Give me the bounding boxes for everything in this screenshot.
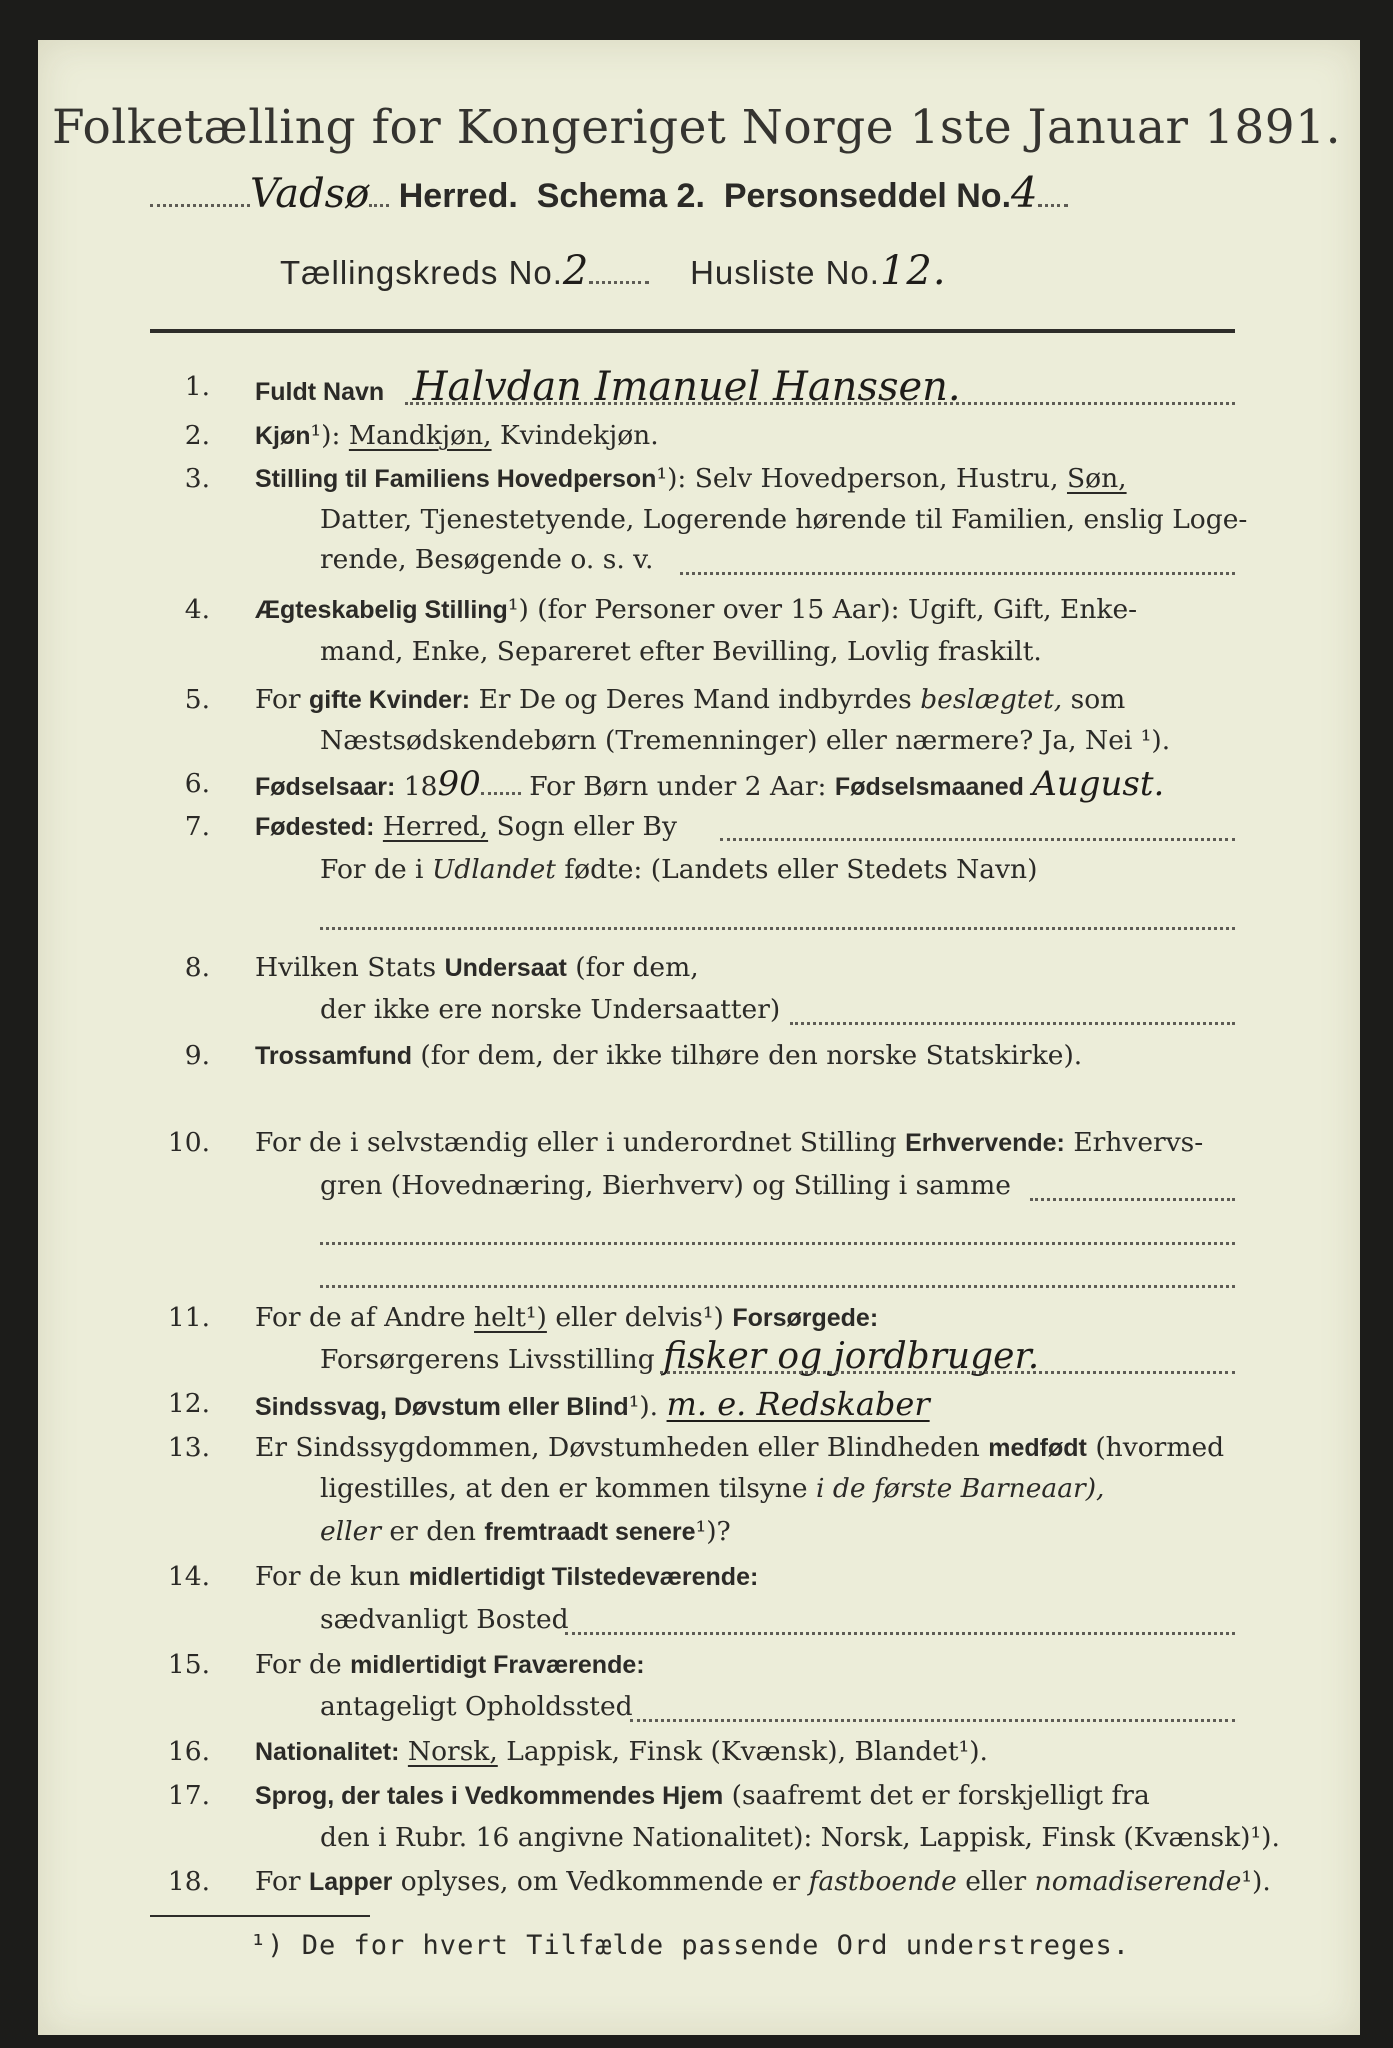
field-5-text-2: Næstsødskendebørn (Tremenninger) eller nærmere? Ja, Nei ¹).	[320, 725, 1171, 756]
marital-options-cont: mand, Enke, Separeret efter Bevilling, Lovlig fraskilt.	[320, 636, 1042, 667]
provider-label: Forsørgerens Livsstilling	[320, 1344, 655, 1375]
field-5-italic: beslægtet,	[920, 684, 1063, 715]
abroad-dotted-line	[320, 925, 1235, 930]
header-line-kreds	[280, 248, 1180, 308]
field-18-italic-1: fastboende	[808, 1866, 957, 1897]
field-15-label: midlertidigt Fraværende:	[350, 1651, 645, 1679]
field-number: 2.	[184, 420, 210, 451]
field-13-label: medfødt	[988, 1434, 1087, 1462]
personseddel-label: Personseddel No.	[723, 177, 1012, 215]
field-number: 17.	[167, 1780, 210, 1811]
field-16-label: Nationalitet:	[255, 1738, 400, 1766]
birth-month-label: Fødselsmaaned	[834, 773, 1024, 801]
occupation-dotted-line	[1030, 1196, 1235, 1201]
nationality-options: Lappisk, Finsk (Kvænsk), Blandet¹).	[506, 1736, 988, 1767]
header-divider	[150, 329, 1235, 333]
herred-label: Herred.	[398, 177, 518, 215]
field-13-label-2: fremtraadt senere	[484, 1518, 696, 1546]
full-name-value: Halvdan Imanuel Hanssen.	[412, 364, 961, 410]
field-17-label: Sprog, der tales i Vedkommendes Hjem	[255, 1782, 724, 1810]
field-15-pre: For de	[255, 1649, 342, 1680]
whereabouts-label: antageligt Opholdssted	[320, 1691, 633, 1722]
field-number: 3.	[184, 463, 210, 494]
residence-dotted-line	[565, 1630, 1235, 1635]
husliste-value: 12.	[879, 248, 947, 294]
field-number: 9.	[184, 1040, 210, 1071]
field-18-pre: For	[255, 1866, 301, 1897]
field-11-row-2	[150, 1337, 1240, 1387]
occupation-dotted-line-3	[320, 1283, 1235, 1288]
field-number: 15.	[167, 1649, 210, 1680]
field-6-mid: For Børn under 2 Aar:	[529, 771, 827, 802]
field-13-text: Er Sindssygdommen, Døvstumheden eller Blindheden	[255, 1432, 980, 1463]
relation-options: Selv Hovedperson, Hustru,	[694, 463, 1059, 494]
footnote-ref: ¹)?	[695, 1516, 731, 1547]
field-13-italic: i de første Barneaar),	[815, 1473, 1105, 1504]
field-5-label: gifte Kvinder:	[309, 686, 471, 714]
relation-options-end: rende, Besøgende o. s. v.	[320, 544, 654, 575]
field-9-label: Trossamfund	[255, 1042, 412, 1070]
field-13-italic-2: eller	[320, 1516, 381, 1547]
field-number: 8.	[184, 952, 210, 983]
field-number: 6.	[184, 768, 210, 799]
field-6-label: Fødselsaar:	[255, 773, 396, 801]
nationality-selected: Norsk,	[407, 1736, 498, 1767]
field-12-row	[150, 1384, 1240, 1430]
provider-dotted-line	[660, 1369, 1235, 1374]
supported-selected: helt¹)	[474, 1302, 547, 1333]
field-number: 10.	[167, 1127, 210, 1158]
header-line-herred	[150, 168, 1250, 228]
field-18-italic-2: nomadiserende	[1034, 1866, 1242, 1897]
whereabouts-dotted-line	[630, 1717, 1235, 1722]
field-14-label: midlertidigt Tilstedeværende:	[408, 1563, 759, 1591]
footnote-ref: ¹):	[656, 463, 687, 494]
field-number: 1.	[184, 371, 210, 402]
disability-value: m. e. Redskaber	[666, 1385, 930, 1423]
field-17-text: (saafremt det er forskjelligt fra	[731, 1780, 1150, 1811]
field-11-label: Forsørgede:	[732, 1304, 879, 1332]
field-number: 5.	[184, 684, 210, 715]
field-11-pre: For de af Andre	[255, 1302, 466, 1333]
kreds-label: Tællingskreds No.	[280, 254, 563, 291]
husliste-label: Husliste No.	[690, 254, 880, 291]
birthplace-dotted-line	[720, 836, 1235, 841]
field-8-label: Undersaat	[444, 954, 567, 982]
footnote-ref: ¹).	[628, 1391, 659, 1422]
form-title: Folketælling for Kongeriget Norge 1ste Januar 1891.	[51, 100, 1342, 155]
field-number: 11.	[167, 1302, 210, 1333]
field-18-label: Lapper	[309, 1868, 393, 1896]
footnote-ref: ¹).	[1241, 1866, 1271, 1897]
footnote-text: ¹) De for hvert Tilfælde passende Ord understreges.	[250, 1930, 1131, 1961]
field-14-pre: For de kun	[255, 1561, 401, 1592]
field-17-text-2: den i Rubr. 16 angivne Nationalitet): Norsk, Lappisk, Finsk (Kvænsk)¹).	[320, 1822, 1280, 1853]
field-2-label: Kjøn	[255, 422, 311, 450]
field-13-text-b: (hvormed	[1095, 1432, 1225, 1463]
field-number: 13.	[167, 1432, 210, 1463]
field-9-text: (for dem, der ikke tilhøre den norske Statskirke).	[420, 1040, 1083, 1071]
sex-option-male: Mandkjøn,	[348, 420, 492, 451]
field-13-text-2: ligestilles, at den er kommen tilsyne	[320, 1473, 808, 1504]
usual-residence-label: sædvanligt Bosted	[320, 1604, 569, 1635]
field-10-label: Erhvervende:	[905, 1129, 1065, 1157]
field-10-text: For de i selvstændig eller i underordnet Stilling	[255, 1127, 897, 1158]
relation-options-cont: Datter, Tjenestetyende, Logerende hørende til Familien, enslig Loge-	[320, 504, 1248, 535]
kreds-value: 2	[562, 248, 590, 294]
relation-dotted-line	[680, 570, 1235, 575]
field-number: 4.	[184, 594, 210, 625]
provider-occupation-value: fisker og jordbruger.	[663, 1336, 1040, 1377]
field-8-text-2: der ikke ere norske Undersaatter)	[320, 994, 781, 1025]
field-number: 7.	[184, 811, 210, 842]
field-1-label: Fuldt Navn	[255, 378, 385, 406]
field-5-text: Er De og Deres Mand indbyrdes	[478, 684, 912, 715]
field-11-mid: eller delvis¹)	[555, 1302, 724, 1333]
relation-selected: Søn,	[1066, 463, 1127, 494]
birth-year-value: 90	[437, 764, 481, 804]
field-3-label: Stilling til Familiens Hovedperson	[255, 465, 657, 493]
occupation-dotted-line-2	[320, 1240, 1235, 1245]
abroad-text-a: For de i	[320, 854, 424, 885]
field-8-text: (for dem,	[575, 952, 699, 983]
field-10-text-b: Erhvervs-	[1073, 1127, 1204, 1158]
name-dotted-line	[405, 400, 1235, 405]
field-12-label: Sindssvag, Døvstum eller Blind	[255, 1393, 629, 1421]
sex-option-female: Kvindekjøn.	[500, 420, 659, 451]
birthplace-options: Sogn eller By	[496, 811, 677, 842]
marital-options: (for Personer over 15 Aar): Ugift, Gift, Enke-	[537, 594, 1138, 625]
field-5-text-b: som	[1070, 684, 1126, 715]
field-18-text: oplyses, om Vedkommende er	[400, 1866, 801, 1897]
citizenship-dotted-line	[790, 1020, 1235, 1025]
schema-label: Schema 2.	[536, 177, 705, 215]
field-4-label: Ægteskabelig Stilling	[255, 596, 508, 624]
footnote-divider	[150, 1915, 370, 1917]
birth-year-prefix: 18	[403, 771, 438, 802]
field-10-text-2: gren (Hovednæring, Bierhverv) og Stilling i samme	[320, 1170, 1011, 1201]
footnote-ref: ¹):	[310, 420, 341, 451]
field-7-label: Fødested:	[255, 813, 375, 841]
field-number: 18.	[167, 1866, 210, 1897]
herred-value: Vadsø	[250, 171, 370, 217]
field-5-pre: For	[255, 684, 301, 715]
field-8-pre: Hvilken Stats	[255, 952, 437, 983]
field-18-mid: eller	[965, 1866, 1027, 1897]
birthplace-selected: Herred,	[382, 811, 489, 842]
field-13-text-3: er den	[389, 1516, 476, 1547]
birth-month-value: August.	[1032, 764, 1165, 804]
abroad-italic: Udlandet	[431, 854, 556, 885]
personseddel-value: 4	[1011, 168, 1038, 217]
abroad-text-b: fødte: (Landets eller Stedets Navn)	[564, 854, 1038, 885]
field-number: 16.	[167, 1736, 210, 1767]
field-number: 14.	[167, 1561, 210, 1592]
field-number: 12.	[167, 1388, 210, 1419]
footnote-ref: ¹)	[507, 594, 529, 625]
